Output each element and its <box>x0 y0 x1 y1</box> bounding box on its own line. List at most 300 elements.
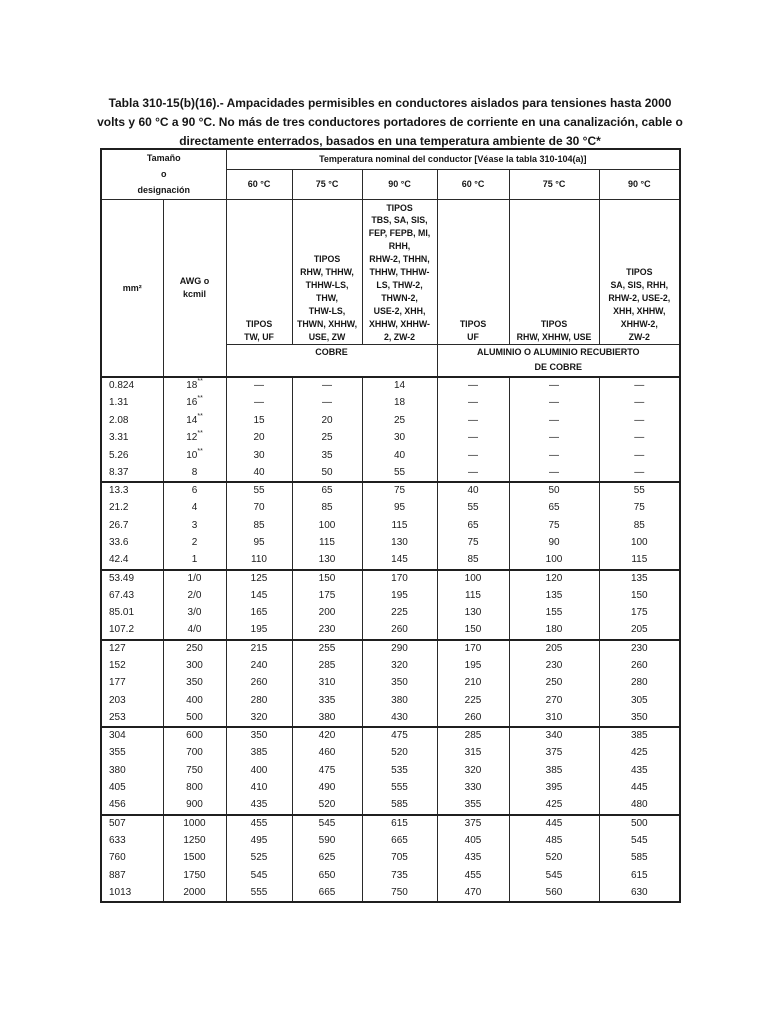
cell-mm2: 5.26 <box>101 447 163 465</box>
cell-awg <box>163 640 226 658</box>
cell-mm2: 53.49 <box>101 570 163 588</box>
cell-al-75c: 385 <box>509 762 599 780</box>
cell-cu-60c: 30 <box>226 447 292 465</box>
cell-awg-value: 2/0 <box>187 589 202 601</box>
cell-cu-60c: 145 <box>226 587 292 605</box>
cell-cu-60c: 400 <box>226 762 292 780</box>
cell-cu-90c: 30 <box>362 430 437 448</box>
cell-awg <box>163 832 226 850</box>
cell-al-90c: 615 <box>599 867 680 885</box>
cell-awg <box>163 447 226 465</box>
table-row <box>101 867 680 885</box>
cell-awg <box>163 395 226 413</box>
type-line: THW, <box>316 292 339 303</box>
type-line: THWN, XHHW, <box>296 318 358 329</box>
cell-al-90c: 305 <box>599 692 680 710</box>
header-aluminum-line: ALUMINIO O ALUMINIO RECUBIERTO <box>477 346 640 357</box>
cell-al-90c: 435 <box>599 762 680 780</box>
cell-awg-value: 10 <box>186 449 198 461</box>
row-group <box>101 640 680 728</box>
cell-cu-90c: 225 <box>362 605 437 623</box>
cell-al-90c: — <box>599 430 680 448</box>
type-line: LS, THW-2, <box>376 279 423 290</box>
cell-awg-value: 16 <box>186 397 198 409</box>
header-types-cu-90c <box>362 199 437 344</box>
cell-al-75c: 65 <box>509 500 599 518</box>
header-size-designation <box>101 149 226 199</box>
cell-cu-90c: 320 <box>362 657 437 675</box>
type-line: RHW, XHHW, USE <box>516 331 592 342</box>
cell-cu-60c: 410 <box>226 780 292 798</box>
type-line: RHW-2, USE-2, <box>608 292 671 303</box>
cell-cu-90c: 555 <box>362 780 437 798</box>
cell-mm2: 633 <box>101 832 163 850</box>
cell-al-75c: 230 <box>509 657 599 675</box>
header-types-al-75c <box>509 199 599 344</box>
cell-cu-60c: 495 <box>226 832 292 850</box>
cell-awg <box>163 535 226 553</box>
cell-awg-value: 8 <box>191 466 198 478</box>
cell-cu-75c: — <box>292 395 362 413</box>
cell-awg-value: 1750 <box>183 869 206 881</box>
cell-al-90c: 385 <box>599 727 680 745</box>
header-aluminum <box>437 344 680 377</box>
cell-awg-value: 6 <box>191 485 198 497</box>
table-row <box>101 657 680 675</box>
cell-al-75c: 90 <box>509 535 599 553</box>
type-line: THHW, THHW- <box>369 267 430 278</box>
table-row <box>101 395 680 413</box>
table-row <box>101 710 680 728</box>
cell-al-90c: 425 <box>599 745 680 763</box>
cell-al-90c: 350 <box>599 710 680 728</box>
type-line: SA, SIS, RHH, <box>610 279 669 290</box>
cell-al-60c: 315 <box>437 745 509 763</box>
cell-awg-value: 700 <box>186 747 203 759</box>
cell-awg <box>163 745 226 763</box>
row-group <box>101 482 680 570</box>
cell-cu-60c: 70 <box>226 500 292 518</box>
cell-awg-value: 750 <box>186 764 203 776</box>
header-temp-cu-90c: 90 °C <box>362 169 437 199</box>
type-line: TIPOS <box>459 318 487 329</box>
cell-awg <box>163 587 226 605</box>
header-temp-al-90c: 90 °C <box>599 169 680 199</box>
cell-awg <box>163 377 226 395</box>
cell-cu-75c: 150 <box>292 570 362 588</box>
type-line: FEP, FEPB, MI, <box>368 228 431 239</box>
cell-cu-60c: 195 <box>226 622 292 640</box>
cell-mm2: 507 <box>101 815 163 833</box>
table-row <box>101 500 680 518</box>
table-row <box>101 517 680 535</box>
cell-awg-value: 12 <box>186 432 198 444</box>
cell-al-60c: 100 <box>437 570 509 588</box>
cell-cu-75c: 625 <box>292 850 362 868</box>
cell-cu-90c: 475 <box>362 727 437 745</box>
cell-awg-value: 1250 <box>183 834 206 846</box>
cell-cu-75c: 650 <box>292 867 362 885</box>
cell-awg-value: 1000 <box>183 817 206 829</box>
cell-awg-note: ** <box>197 412 203 420</box>
cell-awg-value: 900 <box>186 799 203 811</box>
header-temp-cu-75c: 75 °C <box>292 169 362 199</box>
cell-cu-90c: 735 <box>362 867 437 885</box>
cell-cu-60c: 95 <box>226 535 292 553</box>
cell-al-75c: 445 <box>509 815 599 833</box>
cell-cu-60c: 20 <box>226 430 292 448</box>
cell-cu-90c: 170 <box>362 570 437 588</box>
cell-al-90c: 500 <box>599 815 680 833</box>
table-row <box>101 727 680 745</box>
cell-awg <box>163 482 226 500</box>
cell-al-75c: 310 <box>509 710 599 728</box>
cell-mm2: 85.01 <box>101 605 163 623</box>
cell-al-90c: — <box>599 377 680 395</box>
cell-cu-90c: 380 <box>362 692 437 710</box>
cell-awg <box>163 605 226 623</box>
cell-al-75c: 520 <box>509 850 599 868</box>
cell-al-60c: 115 <box>437 587 509 605</box>
table-row <box>101 885 680 903</box>
cell-awg <box>163 885 226 903</box>
cell-al-60c: 470 <box>437 885 509 903</box>
cell-cu-90c: 520 <box>362 745 437 763</box>
cell-al-60c: 75 <box>437 535 509 553</box>
cell-awg <box>163 500 226 518</box>
cell-awg-value: 350 <box>186 677 203 689</box>
cell-mm2: 203 <box>101 692 163 710</box>
cell-mm2: 8.37 <box>101 465 163 483</box>
title-line-1: Tabla 310-15(b)(16).- Ampacidades permisibles en conductores aislados para tensiones hasta 2000 <box>108 96 672 110</box>
cell-cu-75c: 50 <box>292 465 362 483</box>
cell-al-60c: 65 <box>437 517 509 535</box>
cell-al-90c: 585 <box>599 850 680 868</box>
cell-awg-value: 18 <box>186 380 198 392</box>
cell-al-60c: 405 <box>437 832 509 850</box>
table-row <box>101 692 680 710</box>
cell-al-75c: 155 <box>509 605 599 623</box>
table-row <box>101 570 680 588</box>
cell-cu-90c: 665 <box>362 832 437 850</box>
cell-cu-60c: 455 <box>226 815 292 833</box>
cell-mm2: 13.3 <box>101 482 163 500</box>
cell-awg <box>163 552 226 570</box>
type-line: XHHW, XHHW- <box>369 318 430 329</box>
header-awg-kcmil <box>163 199 226 377</box>
cell-cu-60c: — <box>226 377 292 395</box>
cell-awg-value: 2 <box>191 537 198 549</box>
cell-awg-value: 1/0 <box>187 572 202 584</box>
cell-al-90c: 75 <box>599 500 680 518</box>
cell-al-60c: — <box>437 412 509 430</box>
cell-al-75c: 135 <box>509 587 599 605</box>
cell-cu-60c: 545 <box>226 867 292 885</box>
table-row <box>101 412 680 430</box>
type-line: RHW-2, THHN, <box>369 254 430 265</box>
cell-cu-75c: 380 <box>292 710 362 728</box>
cell-cu-90c: 260 <box>362 622 437 640</box>
type-line: TIPOS <box>245 318 273 329</box>
header-types-cu-75c <box>292 199 362 344</box>
cell-cu-75c: 490 <box>292 780 362 798</box>
cell-awg-value: 300 <box>186 659 203 671</box>
table-row <box>101 447 680 465</box>
cell-cu-60c: 435 <box>226 797 292 815</box>
cell-awg-value: 2000 <box>183 886 206 898</box>
cell-al-60c: — <box>437 447 509 465</box>
header-temp-al-60c: 60 °C <box>437 169 509 199</box>
cell-cu-60c: 165 <box>226 605 292 623</box>
cell-awg-note: ** <box>197 447 203 455</box>
cell-al-60c: 40 <box>437 482 509 500</box>
cell-al-90c: 445 <box>599 780 680 798</box>
cell-mm2: 456 <box>101 797 163 815</box>
cell-al-75c: — <box>509 412 599 430</box>
cell-al-60c: — <box>437 395 509 413</box>
cell-awg-value: 500 <box>186 711 203 723</box>
table-row <box>101 675 680 693</box>
cell-cu-75c: 85 <box>292 500 362 518</box>
table-row <box>101 535 680 553</box>
cell-awg <box>163 517 226 535</box>
cell-cu-90c: 705 <box>362 850 437 868</box>
row-group <box>101 377 680 482</box>
cell-al-75c: — <box>509 395 599 413</box>
cell-cu-75c: 665 <box>292 885 362 903</box>
cell-al-60c: — <box>437 465 509 483</box>
table-row <box>101 587 680 605</box>
cell-al-60c: 170 <box>437 640 509 658</box>
cell-mm2: 42.4 <box>101 552 163 570</box>
cell-al-60c: 260 <box>437 710 509 728</box>
cell-cu-75c: 25 <box>292 430 362 448</box>
cell-mm2: 177 <box>101 675 163 693</box>
cell-cu-75c: 520 <box>292 797 362 815</box>
header-copper: COBRE <box>226 344 437 377</box>
cell-al-60c: 330 <box>437 780 509 798</box>
type-line: USE, ZW <box>308 331 346 342</box>
cell-mm2: 152 <box>101 657 163 675</box>
cell-awg-value: 3/0 <box>187 607 202 619</box>
cell-cu-90c: 18 <box>362 395 437 413</box>
type-line: THHW-LS, <box>305 279 349 290</box>
table-row <box>101 850 680 868</box>
header-aluminum-line: DE COBRE <box>534 361 583 372</box>
cell-awg-value: 14 <box>186 414 198 426</box>
cell-cu-90c: 40 <box>362 447 437 465</box>
cell-awg-value: 1 <box>191 554 198 566</box>
cell-cu-75c: 65 <box>292 482 362 500</box>
table-row <box>101 605 680 623</box>
cell-cu-90c: 615 <box>362 815 437 833</box>
cell-cu-60c: 15 <box>226 412 292 430</box>
cell-cu-60c: 555 <box>226 885 292 903</box>
cell-awg <box>163 675 226 693</box>
cell-al-75c: 270 <box>509 692 599 710</box>
type-line: TIPOS <box>313 254 341 265</box>
cell-al-75c: 205 <box>509 640 599 658</box>
cell-mm2: 253 <box>101 710 163 728</box>
header-size-line: designación <box>137 185 191 196</box>
cell-cu-75c: 420 <box>292 727 362 745</box>
type-line: TIPOS <box>540 318 568 329</box>
table-row <box>101 797 680 815</box>
cell-cu-90c: 145 <box>362 552 437 570</box>
cell-awg-value: 600 <box>186 730 203 742</box>
cell-al-60c: 150 <box>437 622 509 640</box>
header-types-cu-60c <box>226 199 292 344</box>
cell-al-75c: 340 <box>509 727 599 745</box>
cell-awg-value: 800 <box>186 782 203 794</box>
type-line: RHW, THHW, <box>300 267 354 278</box>
cell-cu-90c: 115 <box>362 517 437 535</box>
type-line: XHH, XHHW, <box>613 305 666 316</box>
cell-mm2: 760 <box>101 850 163 868</box>
cell-al-90c: 480 <box>599 797 680 815</box>
cell-cu-60c: 125 <box>226 570 292 588</box>
cell-cu-75c: 335 <box>292 692 362 710</box>
cell-cu-75c: 545 <box>292 815 362 833</box>
cell-cu-60c: 55 <box>226 482 292 500</box>
cell-mm2: 67.43 <box>101 587 163 605</box>
cell-al-90c: 545 <box>599 832 680 850</box>
cell-al-75c: — <box>509 430 599 448</box>
cell-al-75c: 560 <box>509 885 599 903</box>
cell-cu-75c: 35 <box>292 447 362 465</box>
cell-awg <box>163 815 226 833</box>
cell-al-60c: 455 <box>437 867 509 885</box>
cell-awg <box>163 727 226 745</box>
cell-mm2: 1.31 <box>101 395 163 413</box>
header-size-line: Tamaño <box>146 153 181 164</box>
cell-awg <box>163 710 226 728</box>
cell-al-75c: 485 <box>509 832 599 850</box>
cell-cu-90c: 535 <box>362 762 437 780</box>
cell-al-75c: — <box>509 377 599 395</box>
cell-al-75c: 250 <box>509 675 599 693</box>
cell-mm2: 26.7 <box>101 517 163 535</box>
cell-awg <box>163 780 226 798</box>
cell-al-75c: 375 <box>509 745 599 763</box>
row-group <box>101 815 680 903</box>
cell-al-75c: 50 <box>509 482 599 500</box>
type-line: TBS, SA, SIS, <box>371 215 428 226</box>
cell-al-60c: — <box>437 430 509 448</box>
cell-al-90c: 205 <box>599 622 680 640</box>
cell-cu-90c: 350 <box>362 675 437 693</box>
cell-cu-60c: 350 <box>226 727 292 745</box>
cell-cu-60c: 215 <box>226 640 292 658</box>
cell-cu-90c: 430 <box>362 710 437 728</box>
cell-awg <box>163 412 226 430</box>
cell-awg <box>163 797 226 815</box>
type-line: TW, UF <box>244 331 274 342</box>
table-row <box>101 815 680 833</box>
cell-cu-75c: 460 <box>292 745 362 763</box>
cell-al-90c: — <box>599 412 680 430</box>
type-line: TIPOS <box>626 267 653 278</box>
cell-al-75c: 395 <box>509 780 599 798</box>
cell-cu-60c: 260 <box>226 675 292 693</box>
ampacity-table <box>100 148 681 903</box>
cell-cu-75c: 255 <box>292 640 362 658</box>
cell-cu-90c: 14 <box>362 377 437 395</box>
cell-al-90c: — <box>599 447 680 465</box>
type-line: XHHW-2, <box>620 318 658 329</box>
cell-cu-75c: 100 <box>292 517 362 535</box>
table-row <box>101 745 680 763</box>
title-line-3: directamente enterrados, basados en una temperatura ambiente de 30 °C* <box>179 134 601 148</box>
cell-al-75c: — <box>509 465 599 483</box>
cell-cu-90c: 195 <box>362 587 437 605</box>
table-row <box>101 762 680 780</box>
cell-mm2: 107.2 <box>101 622 163 640</box>
cell-al-60c: 85 <box>437 552 509 570</box>
cell-cu-90c: 130 <box>362 535 437 553</box>
table-title <box>12 94 768 151</box>
title-line-2: volts y 60 °C a 90 °C. No más de tres conductores portadores de corriente en una canalización, cable o <box>97 115 683 129</box>
cell-awg <box>163 622 226 640</box>
table-header <box>101 149 680 377</box>
cell-mm2: 33.6 <box>101 535 163 553</box>
cell-awg-note: ** <box>197 430 203 438</box>
cell-al-60c: — <box>437 377 509 395</box>
cell-al-60c: 195 <box>437 657 509 675</box>
cell-cu-60c: 385 <box>226 745 292 763</box>
cell-cu-90c: 55 <box>362 465 437 483</box>
cell-al-75c: 120 <box>509 570 599 588</box>
type-line: USE-2, XHH, <box>373 305 426 316</box>
cell-al-60c: 435 <box>437 850 509 868</box>
cell-mm2: 1013 <box>101 885 163 903</box>
cell-cu-75c: 590 <box>292 832 362 850</box>
cell-awg-value: 3 <box>191 519 198 531</box>
cell-cu-75c: 475 <box>292 762 362 780</box>
cell-cu-90c: 750 <box>362 885 437 903</box>
cell-al-90c: — <box>599 395 680 413</box>
header-awg-line: kcmil <box>183 288 207 299</box>
cell-cu-90c: 290 <box>362 640 437 658</box>
cell-cu-75c: 175 <box>292 587 362 605</box>
type-line: RHH, <box>388 241 411 252</box>
cell-mm2: 405 <box>101 780 163 798</box>
cell-al-75c: 75 <box>509 517 599 535</box>
cell-al-90c: 100 <box>599 535 680 553</box>
cell-al-90c: 175 <box>599 605 680 623</box>
cell-mm2: 887 <box>101 867 163 885</box>
cell-awg <box>163 657 226 675</box>
cell-al-90c: 150 <box>599 587 680 605</box>
cell-al-90c: 280 <box>599 675 680 693</box>
cell-al-60c: 375 <box>437 815 509 833</box>
cell-cu-60c: 85 <box>226 517 292 535</box>
table-row <box>101 430 680 448</box>
cell-mm2: 2.08 <box>101 412 163 430</box>
cell-awg-value: 4/0 <box>187 624 202 636</box>
cell-mm2: 355 <box>101 745 163 763</box>
row-group <box>101 570 680 640</box>
cell-cu-90c: 25 <box>362 412 437 430</box>
cell-al-90c: 55 <box>599 482 680 500</box>
cell-cu-60c: 40 <box>226 465 292 483</box>
cell-cu-60c: — <box>226 395 292 413</box>
type-line: UF <box>467 331 479 342</box>
cell-al-90c: 630 <box>599 885 680 903</box>
cell-cu-75c: 200 <box>292 605 362 623</box>
type-line: TIPOS <box>386 202 413 213</box>
cell-awg <box>163 867 226 885</box>
